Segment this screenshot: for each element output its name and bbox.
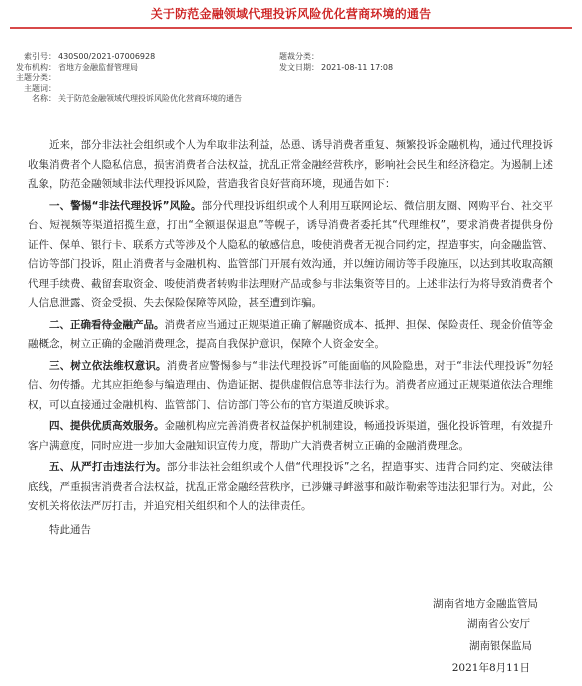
item-1-text: 部分代理投诉组织或个人利用互联网论坛、微信朋友圈、网购平台、社交平台、短视频等渠道招揽生意，打出“全额退保退息”等幌子，诱导消费者委托其“代理维权”，要求消费者提供身份证件、保单、银行卡、联系方式等涉及个人隐私的敏感信息，唆使消费者无视合同约定，捏造事实，向金融监管、信访等部门投诉，阻止消费者与金融机构、监管部门开展有效沟通，并以缠访闹访等手段施压，以达到其收取高额代理手续费、截留套取资金、唆使消费者转购非法理财产品或参与非法集资等目的。上述非法行为将导致消费者个人信息泄露、资金受损、失去保险保障等风险，甚至遭到诈骗。 [28, 199, 554, 309]
closing-line: 特此通告 [49, 523, 91, 536]
item-2-text: 消费者应当通过正规渠道正确了解融资成本、抵押、担保、保险责任、现金价值等金融概念，树立正确的金融消费理念，提高自我保护意识，保障个人资金安全。 [28, 318, 553, 350]
topic-label: 题裁分类： [279, 52, 319, 61]
signature-date: 2021年8月11日 [451, 662, 530, 674]
name-value: 关于防范金融领域代理投诉风险优化营商环境的通告 [58, 94, 242, 103]
intro-paragraph: 近来，部分非法社会组织或个人为牟取非法利益，怂恿、诱导消费者重复、频繁投诉金融机构，通过代理投诉收集消费者个人隐私信息，损害消费者合法权益，扰乱正常金融经营秩序，影响社会民生和经济稳定。为遏制上述乱象，防范金融领域非法代理投诉风险，营造我省良好营商环境，现通告如下： [28, 139, 553, 190]
date-value: 2021-08-11 17:08 [321, 62, 394, 72]
publisher-value: 省地方金融监督管理局 [58, 62, 138, 72]
item-4-heading: 四、提供优质高效服务。 [49, 420, 165, 432]
signature-org-finance: 湖南省地方金融监管局 [433, 598, 538, 610]
item-1-heading: 一、警惕“非法代理投诉”风险。 [49, 199, 202, 212]
date-label: 发文日期： [279, 62, 319, 72]
meta-row-index [22, 52, 560, 63]
page-title: 关于防范金融领域代理投诉风险优化营商环境的通告 [150, 7, 432, 21]
signature-org-police: 湖南省公安厅 [467, 618, 530, 630]
item-2-paragraph [28, 316, 553, 355]
item-5-heading: 五、从严打击违法行为。 [49, 461, 167, 473]
notice-body [28, 136, 553, 540]
item-3-text: 消费者应警惕参与“非法代理投诉”可能面临的风险隐患，对于“非法代理投诉”勿轻信、勿传播。尤其应拒绝参与编造理由、伪造证据、提供虚假信息等非法行为。消费者应通过正规渠道依法合理维权，可以直接通过金融机构、监管部门、信访部门等公布的官方渠道反映诉求。 [28, 359, 553, 411]
item-3-heading: 三、树立依法维权意识。 [49, 359, 167, 372]
index-label: 索引号： [24, 52, 56, 61]
meta-row-keywords [22, 84, 560, 95]
publisher-label: 发布机构： [16, 62, 56, 72]
index-value: 430S00/2021-07006928 [58, 52, 156, 61]
item-5-text: 部分非法社会组织或个人借“代理投诉”之名，捏造事实、违背合同约定、突破法律底线，严重损害消费者合法权益，扰乱正常金融经营秩序，已涉嫌寻衅滋事和敲诈勒索等违法犯罪行为。对此，公安机关将依法严厉打击，并追究相关组织和个人的法律责任。 [28, 461, 553, 512]
item-5-paragraph [28, 458, 553, 517]
item-4-paragraph [28, 417, 553, 456]
item-3-paragraph [28, 357, 553, 416]
item-2-heading: 二、正确看待金融产品。 [49, 318, 165, 331]
subject-label: 主题分类： [16, 73, 56, 82]
meta-row-subject [16, 73, 560, 84]
item-4-text: 金融机构应完善消费者权益保护机制建设，畅通投诉渠道，强化投诉管理，有效提升客户满意度，同时应进一步加大金融知识宣传力度，帮助广大消费者树立正确的金融消费理念。 [28, 420, 553, 452]
meta-row-publisher [16, 62, 560, 74]
name-label: 名称： [32, 94, 56, 103]
keywords-label: 主题词： [24, 83, 56, 93]
item-1-paragraph [28, 197, 553, 314]
meta-row-name [22, 94, 560, 105]
title-divider [10, 27, 572, 29]
signature-org-cbirc: 湖南银保监局 [469, 640, 532, 652]
metadata-table [16, 52, 560, 105]
